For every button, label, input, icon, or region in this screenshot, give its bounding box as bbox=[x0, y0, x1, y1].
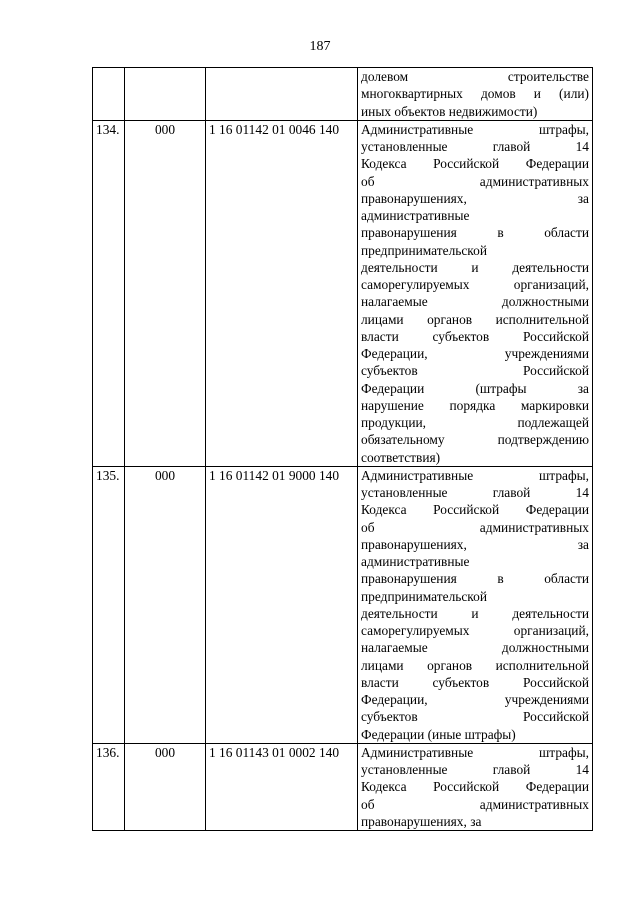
row-number-cell: 134. bbox=[93, 120, 125, 466]
description-cell bbox=[358, 466, 593, 743]
description-line: Федерации (иные штрафы) bbox=[361, 726, 516, 742]
description-line: Кодекса Российской Федерации bbox=[361, 156, 589, 172]
description-line: деятельности и деятельности bbox=[361, 605, 589, 621]
table-row bbox=[93, 743, 593, 830]
description-line: Административные штрафы, bbox=[361, 744, 589, 760]
description-line: об административных bbox=[361, 519, 589, 535]
description-line: установленные главой 14 bbox=[361, 485, 589, 500]
description-line: нарушение порядка маркировки bbox=[361, 397, 589, 413]
description-line: деятельности и деятельности bbox=[361, 259, 589, 275]
description-line: многоквартирных домов и (или) bbox=[361, 86, 589, 102]
admin-code-cell: 000 bbox=[125, 743, 206, 830]
description-line: соответствия) bbox=[361, 449, 441, 465]
description-line: власти субъектов Российской bbox=[361, 328, 589, 344]
budget-codes-table bbox=[92, 67, 593, 831]
description-line: Кодекса Российской Федерации bbox=[361, 779, 589, 795]
description-line: Административные штрафы, bbox=[361, 467, 589, 483]
description-line: лицами органов исполнительной bbox=[361, 657, 589, 673]
table-body bbox=[93, 68, 593, 831]
description-line: иных объектов недвижимости) bbox=[361, 103, 538, 119]
description-line: Административные штрафы, bbox=[361, 121, 589, 137]
table-row bbox=[93, 120, 593, 466]
description-line: Кодекса Российской Федерации bbox=[361, 502, 589, 518]
admin-code-cell: 000 bbox=[125, 120, 206, 466]
description-line: об административных bbox=[361, 173, 589, 189]
budget-code-cell: 1 16 01142 01 0046 140 bbox=[206, 120, 358, 466]
description-line: власти субъектов Российской bbox=[361, 674, 589, 690]
budget-code-cell bbox=[206, 68, 358, 121]
description-line: установленные главой 14 bbox=[361, 762, 589, 777]
row-number-cell: 136. bbox=[93, 743, 125, 830]
description-line: об административных bbox=[361, 796, 589, 812]
description-line: лицами органов исполнительной bbox=[361, 311, 589, 327]
table-row bbox=[93, 466, 593, 743]
row-number-cell bbox=[93, 68, 125, 121]
page-number: 187 bbox=[309, 39, 331, 54]
description-line: административные bbox=[361, 208, 470, 223]
description-cell bbox=[358, 743, 593, 830]
description-line: долевом строительстве bbox=[361, 69, 589, 84]
description-line: субъектов Российской bbox=[361, 709, 589, 725]
description-cell bbox=[358, 68, 593, 121]
description-line: административные bbox=[361, 554, 470, 569]
description-line: установленные главой 14 bbox=[361, 139, 589, 154]
description-line: Федерации, учреждениями bbox=[361, 346, 589, 361]
budget-code-cell: 1 16 01143 01 0002 140 bbox=[206, 743, 358, 830]
description-line: правонарушениях, за bbox=[361, 813, 482, 829]
admin-code-cell bbox=[125, 68, 206, 121]
description-line: Федерации (штрафы за bbox=[361, 380, 589, 396]
description-line: налагаемые должностными bbox=[361, 640, 589, 656]
description-line: правонарушениях, за bbox=[361, 536, 589, 552]
description-line: Федерации, учреждениями bbox=[361, 692, 589, 707]
description-cell bbox=[358, 120, 593, 466]
description-line: правонарушения в области bbox=[361, 571, 589, 587]
description-line: саморегулируемых организаций, bbox=[361, 277, 589, 292]
budget-code-cell: 1 16 01142 01 9000 140 bbox=[206, 466, 358, 743]
row-number-cell: 135. bbox=[93, 466, 125, 743]
admin-code-cell: 000 bbox=[125, 466, 206, 743]
description-line: обязательному подтверждению bbox=[361, 432, 589, 448]
description-line: предпринимательской bbox=[361, 242, 487, 258]
description-line: налагаемые должностными bbox=[361, 294, 589, 310]
description-line: правонарушения в области bbox=[361, 225, 589, 241]
table-row-continuation bbox=[93, 68, 593, 121]
description-line: субъектов Российской bbox=[361, 363, 589, 379]
description-line: продукции, подлежащей bbox=[361, 415, 589, 430]
description-line: правонарушениях, за bbox=[361, 190, 589, 206]
description-line: предпринимательской bbox=[361, 588, 487, 604]
description-line: саморегулируемых организаций, bbox=[361, 623, 589, 638]
